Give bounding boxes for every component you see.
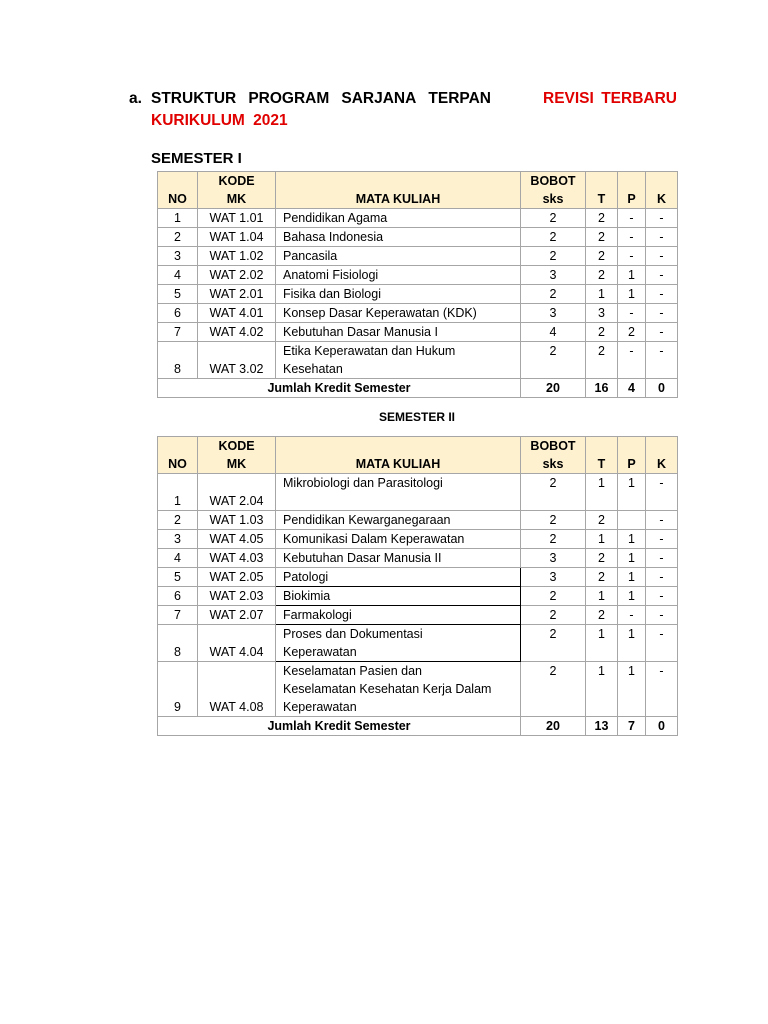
cell-no: 7 — [158, 323, 198, 342]
total-p: 4 — [618, 379, 646, 398]
cell-mata-kuliah — [276, 266, 521, 285]
table-row — [158, 511, 678, 530]
heading-word: TERBARU — [601, 90, 677, 107]
cell-k: - — [646, 587, 678, 606]
cell-bobot: 2 — [521, 625, 586, 662]
cell-p: - — [618, 247, 646, 266]
cell-k: - — [646, 304, 678, 323]
cell-k: - — [646, 323, 678, 342]
cell-kode: WAT 4.04 — [198, 625, 276, 662]
heading-word: REVISI — [543, 90, 594, 107]
table-row — [158, 606, 678, 625]
cell-k: - — [646, 266, 678, 285]
cell-p: 1 — [618, 662, 646, 717]
cell-bobot: 2 — [521, 285, 586, 304]
cell-k: - — [646, 549, 678, 568]
header-no-text: NO — [168, 192, 187, 206]
cell-bobot: 2 — [521, 587, 586, 606]
course-name-line: Kebutuhan Dasar Manusia II — [283, 551, 442, 565]
cell-k: - — [646, 662, 678, 717]
cell-t: 1 — [586, 587, 618, 606]
header-t-text: T — [597, 192, 606, 206]
cell-mata-kuliah — [276, 247, 521, 266]
heading-word: TERPAN — [428, 90, 491, 107]
table-row — [158, 587, 678, 606]
semester-1-table — [157, 171, 678, 398]
header-bobot-sks — [521, 172, 586, 209]
cell-kode: WAT 1.04 — [198, 228, 276, 247]
cell-k: - — [646, 625, 678, 662]
cell-kode: WAT 1.02 — [198, 247, 276, 266]
cell-bobot: 3 — [521, 549, 586, 568]
header-k — [646, 172, 678, 209]
table-row — [158, 304, 678, 323]
cell-no: 6 — [158, 587, 198, 606]
cell-no: 6 — [158, 304, 198, 323]
cell-bobot: 2 — [521, 342, 586, 379]
cell-t: 2 — [586, 266, 618, 285]
list-marker: a. — [129, 90, 142, 107]
total-label: Jumlah Kredit Semester — [158, 717, 521, 736]
header-bobot-sks-text: sks — [542, 457, 564, 471]
header-kode-mk-text: KODE — [218, 174, 255, 188]
cell-p: 1 — [618, 549, 646, 568]
cell-p: 1 — [618, 625, 646, 662]
cell-mata-kuliah — [276, 304, 521, 323]
course-name-line: Anatomi Fisiologi — [283, 268, 379, 282]
table-row — [158, 342, 678, 379]
cell-k: - — [646, 511, 678, 530]
cell-bobot: 3 — [521, 568, 586, 587]
total-t: 16 — [586, 379, 618, 398]
cell-mata-kuliah — [276, 625, 521, 662]
heading-line-2: KURIKULUM 2021 — [151, 112, 288, 129]
cell-no: 4 — [158, 266, 198, 285]
course-name-line: Patologi — [283, 570, 329, 584]
cell-no: 1 — [158, 474, 198, 511]
course-name-line: Fisika dan Biologi — [283, 287, 381, 301]
cell-mata-kuliah — [276, 511, 521, 530]
cell-kode: WAT 2.04 — [198, 474, 276, 511]
cell-kode: WAT 2.01 — [198, 285, 276, 304]
header-kode-mk-text: MK — [226, 457, 247, 471]
cell-k: - — [646, 342, 678, 379]
cell-bobot: 2 — [521, 662, 586, 717]
course-name-line: Farmakologi — [283, 608, 352, 622]
cell-no: 5 — [158, 568, 198, 587]
cell-kode: WAT 3.02 — [198, 342, 276, 379]
course-name-line: Keselamatan Pasien dan — [283, 664, 422, 678]
cell-p: 1 — [618, 474, 646, 511]
total-label: Jumlah Kredit Semester — [158, 379, 521, 398]
header-kode-mk — [198, 172, 276, 209]
header-bobot-sks-text: BOBOT — [530, 439, 576, 453]
total-row — [158, 717, 678, 736]
cell-no: 2 — [158, 228, 198, 247]
total-bobot: 20 — [521, 379, 586, 398]
cell-mata-kuliah — [276, 587, 521, 606]
cell-k: - — [646, 568, 678, 587]
cell-kode: WAT 2.07 — [198, 606, 276, 625]
course-name-line: Kebutuhan Dasar Manusia I — [283, 325, 438, 339]
cell-p: 1 — [618, 285, 646, 304]
cell-no: 3 — [158, 247, 198, 266]
course-name-line: Keperawatan — [283, 700, 357, 714]
cell-p: - — [618, 209, 646, 228]
cell-bobot: 3 — [521, 266, 586, 285]
cell-p: - — [618, 228, 646, 247]
cell-k: - — [646, 474, 678, 511]
cell-bobot: 2 — [521, 511, 586, 530]
table-row — [158, 247, 678, 266]
cell-no: 2 — [158, 511, 198, 530]
cell-p: 1 — [618, 266, 646, 285]
cell-mata-kuliah — [276, 530, 521, 549]
table-row — [158, 209, 678, 228]
cell-t: 1 — [586, 625, 618, 662]
table-row — [158, 662, 678, 717]
header-p — [618, 172, 646, 209]
cell-kode: WAT 2.02 — [198, 266, 276, 285]
table-row — [158, 266, 678, 285]
cell-kode: WAT 2.03 — [198, 587, 276, 606]
cell-k: - — [646, 606, 678, 625]
cell-no: 1 — [158, 209, 198, 228]
header-p — [618, 437, 646, 474]
cell-t: 2 — [586, 606, 618, 625]
table-header-row — [158, 172, 678, 209]
header-mata-kuliah — [276, 437, 521, 474]
cell-t: 1 — [586, 285, 618, 304]
course-name-line: Pendidikan Agama — [283, 211, 388, 225]
cell-mata-kuliah — [276, 549, 521, 568]
cell-no: 9 — [158, 662, 198, 717]
cell-no: 7 — [158, 606, 198, 625]
cell-bobot: 2 — [521, 606, 586, 625]
cell-t: 1 — [586, 530, 618, 549]
header-t — [586, 437, 618, 474]
course-name-line: Biokimia — [283, 589, 331, 603]
cell-bobot: 4 — [521, 323, 586, 342]
header-kode-mk-text: MK — [226, 192, 247, 206]
header-kode-mk — [198, 437, 276, 474]
header-mata-kuliah-text: MATA KULIAH — [355, 192, 441, 206]
cell-bobot: 3 — [521, 304, 586, 323]
total-row — [158, 379, 678, 398]
cell-t: 2 — [586, 511, 618, 530]
header-bobot-sks-text: BOBOT — [530, 174, 576, 188]
cell-t: 2 — [586, 342, 618, 379]
cell-mata-kuliah — [276, 228, 521, 247]
header-no — [158, 437, 198, 474]
header-no — [158, 172, 198, 209]
cell-t: 2 — [586, 323, 618, 342]
cell-kode: WAT 1.03 — [198, 511, 276, 530]
total-p: 7 — [618, 717, 646, 736]
cell-bobot: 2 — [521, 247, 586, 266]
cell-mata-kuliah — [276, 209, 521, 228]
course-name-line: Proses dan Dokumentasi — [283, 627, 423, 641]
cell-t: 2 — [586, 209, 618, 228]
cell-kode: WAT 2.05 — [198, 568, 276, 587]
cell-p: 1 — [618, 587, 646, 606]
course-name-line: Keselamatan Kesehatan Kerja Dalam — [283, 682, 492, 696]
cell-mata-kuliah — [276, 568, 521, 587]
course-name-line: Etika Keperawatan dan Hukum — [283, 344, 456, 358]
total-k: 0 — [646, 379, 678, 398]
cell-kode: WAT 4.02 — [198, 323, 276, 342]
cell-no: 3 — [158, 530, 198, 549]
header-mata-kuliah — [276, 172, 521, 209]
header-no-text: NO — [168, 457, 187, 471]
cell-p — [618, 511, 646, 530]
cell-t: 2 — [586, 549, 618, 568]
course-name-line: Kesehatan — [283, 362, 343, 376]
cell-no: 5 — [158, 285, 198, 304]
heading-word: SARJANA — [341, 90, 417, 107]
header-k — [646, 437, 678, 474]
total-k: 0 — [646, 717, 678, 736]
heading-title-black — [151, 88, 491, 110]
header-bobot-sks-text: sks — [542, 192, 564, 206]
cell-kode: WAT 4.03 — [198, 549, 276, 568]
cell-mata-kuliah — [276, 285, 521, 304]
course-name-line: Mikrobiologi dan Parasitologi — [283, 476, 443, 490]
table-row — [158, 285, 678, 304]
cell-t: 1 — [586, 474, 618, 511]
cell-p: 1 — [618, 530, 646, 549]
course-name-line: Keperawatan — [283, 645, 357, 659]
course-name-line: Konsep Dasar Keperawatan (KDK) — [283, 306, 477, 320]
header-p-text: P — [627, 457, 636, 471]
table-row — [158, 549, 678, 568]
cell-kode: WAT 1.01 — [198, 209, 276, 228]
cell-k: - — [646, 530, 678, 549]
cell-bobot: 2 — [521, 530, 586, 549]
cell-kode: WAT 4.01 — [198, 304, 276, 323]
course-name-line: Komunikasi Dalam Keperawatan — [283, 532, 465, 546]
cell-k: - — [646, 228, 678, 247]
table-row — [158, 474, 678, 511]
semester-1-title: SEMESTER I — [151, 150, 242, 167]
table-row — [158, 625, 678, 662]
semester-2-title: SEMESTER II — [378, 410, 455, 424]
cell-mata-kuliah — [276, 606, 521, 625]
cell-t: 3 — [586, 304, 618, 323]
heading-word: PROGRAM — [248, 90, 330, 107]
cell-k: - — [646, 247, 678, 266]
header-t-text: T — [597, 457, 606, 471]
heading-title-red — [543, 88, 677, 110]
semester-2-table — [157, 436, 678, 736]
cell-no: 8 — [158, 342, 198, 379]
header-kode-mk-text: KODE — [218, 439, 255, 453]
cell-p: 2 — [618, 323, 646, 342]
header-k-text: K — [656, 192, 667, 206]
heading-word: STRUKTUR — [151, 90, 237, 107]
cell-t: 2 — [586, 247, 618, 266]
cell-kode: WAT 4.08 — [198, 662, 276, 717]
cell-mata-kuliah — [276, 323, 521, 342]
total-bobot: 20 — [521, 717, 586, 736]
course-name-line: Pendidikan Kewarganegaraan — [283, 513, 451, 527]
cell-p: 1 — [618, 568, 646, 587]
cell-t: 2 — [586, 228, 618, 247]
cell-kode: WAT 4.05 — [198, 530, 276, 549]
cell-t: 2 — [586, 568, 618, 587]
cell-mata-kuliah — [276, 474, 521, 511]
cell-no: 8 — [158, 625, 198, 662]
table-row — [158, 228, 678, 247]
table-row — [158, 530, 678, 549]
cell-p: - — [618, 304, 646, 323]
cell-bobot: 2 — [521, 228, 586, 247]
cell-t: 1 — [586, 662, 618, 717]
header-bobot-sks — [521, 437, 586, 474]
cell-bobot: 2 — [521, 474, 586, 511]
cell-p: - — [618, 606, 646, 625]
total-t: 13 — [586, 717, 618, 736]
cell-k: - — [646, 285, 678, 304]
cell-mata-kuliah — [276, 342, 521, 379]
table-row — [158, 568, 678, 587]
header-t — [586, 172, 618, 209]
cell-mata-kuliah — [276, 662, 521, 717]
cell-p: - — [618, 342, 646, 379]
heading-line-1 — [151, 88, 677, 110]
header-mata-kuliah-text: MATA KULIAH — [355, 457, 441, 471]
header-k-text: K — [656, 457, 667, 471]
course-name-line: Pancasila — [283, 249, 338, 263]
cell-no: 4 — [158, 549, 198, 568]
cell-k: - — [646, 209, 678, 228]
table-header-row — [158, 437, 678, 474]
course-name-line: Bahasa Indonesia — [283, 230, 384, 244]
table-row — [158, 323, 678, 342]
header-p-text: P — [627, 192, 636, 206]
cell-bobot: 2 — [521, 209, 586, 228]
